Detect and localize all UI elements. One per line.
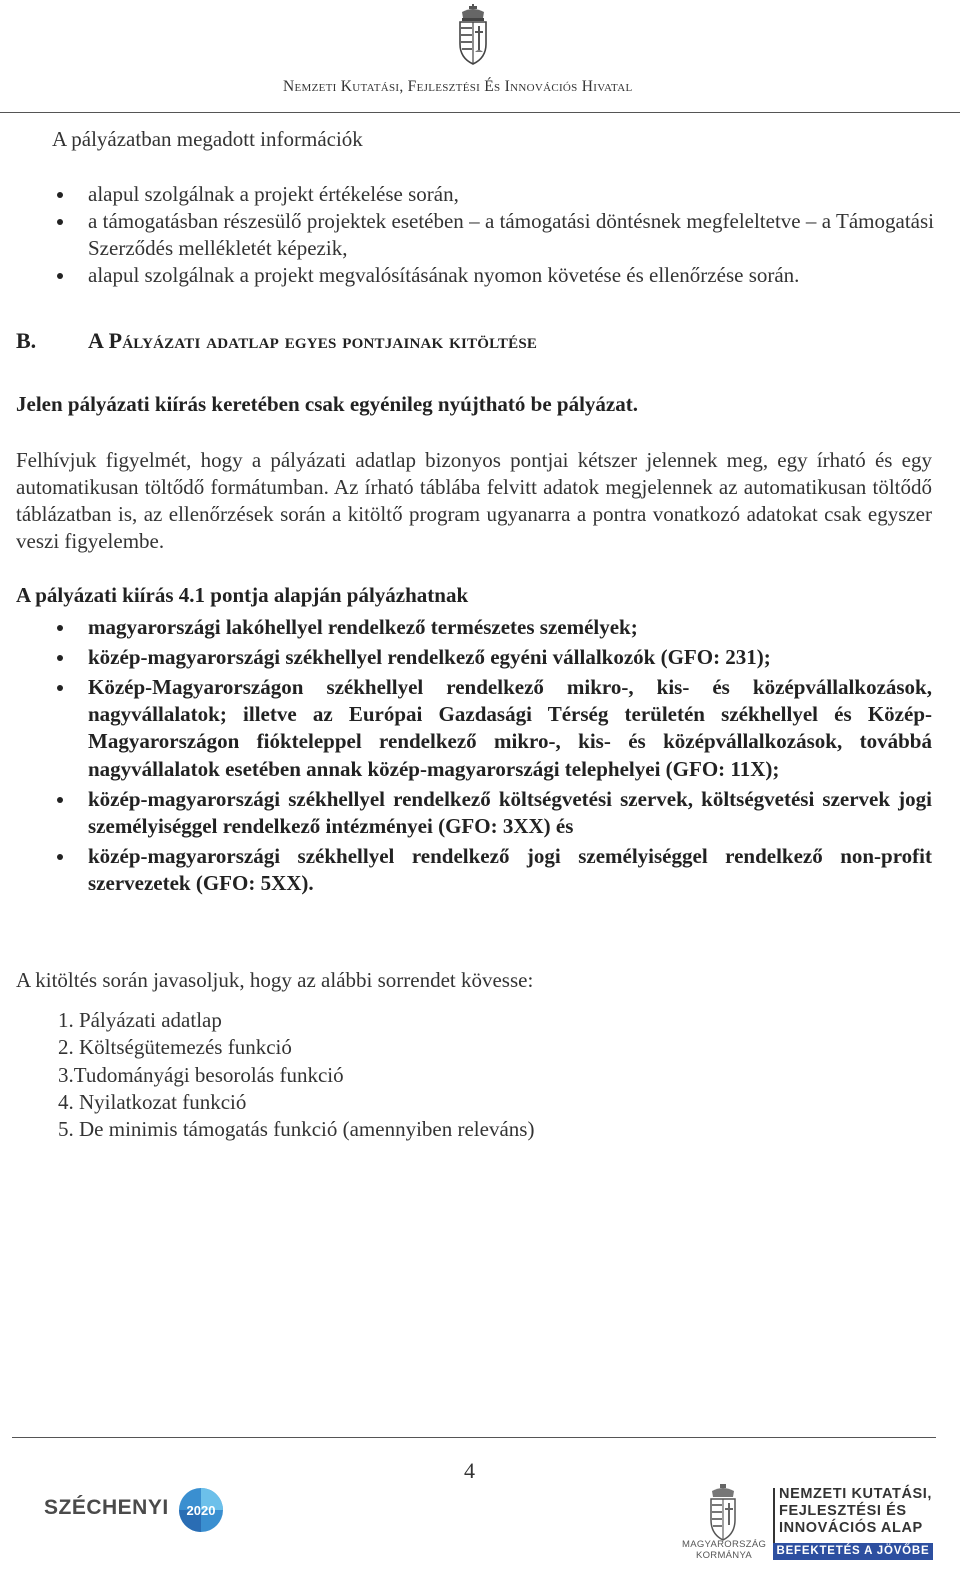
section-title: A Pályázati adatlap egyes pontjainak kitöltése bbox=[88, 328, 538, 353]
list-item: közép-magyarországi székhellyel rendelkező egyéni vállalkozók (GFO: 231); bbox=[54, 644, 932, 671]
list-item: magyarországi lakóhellyel rendelkező természetes személyek; bbox=[54, 614, 932, 641]
list-item: közép-magyarországi székhellyel rendelkező jogi személyiséggel rendelkező non-profit szervezetek (GFO: 5XX). bbox=[54, 843, 932, 898]
program-year: 2020 bbox=[186, 1503, 216, 1518]
individual-note: Jelen pályázati kiírás keretében csak egyénileg nyújtható be pályázat. bbox=[16, 392, 638, 416]
eligible-list bbox=[54, 614, 932, 900]
slogan-banner: BEFEKTETÉS A JÖVŐBE bbox=[773, 1543, 933, 1560]
government-crest-icon bbox=[706, 1484, 740, 1542]
page-number: 4 bbox=[464, 1458, 475, 1483]
gov-line-1: MAGYARORSZÁG bbox=[682, 1539, 767, 1550]
fund-line-3: INNOVÁCIÓS ALAP bbox=[779, 1520, 923, 1536]
gov-line-2: KORMÁNYA bbox=[695, 1550, 753, 1561]
list-item: 3.Tudományági besorolás funkció bbox=[58, 1062, 344, 1087]
list-item: 2. Költségütemezés funkció bbox=[58, 1035, 292, 1060]
nkfi-fund-label bbox=[779, 1486, 932, 1537]
footer-divider bbox=[12, 1437, 936, 1438]
section-letter: B. bbox=[16, 328, 37, 353]
fund-line-1: NEMZETI KUTATÁSI, bbox=[779, 1486, 933, 1502]
szechenyi-2020-logo bbox=[178, 1487, 224, 1533]
list-item: alapul szolgálnak a projekt értékelése során, bbox=[54, 181, 934, 208]
body-paragraph: Felhívjuk figyelmét, hogy a pályázati adatlap bizonyos pontjai kétszer jelennek meg, egy írható és egy automatikusan töltődő formátumban. Az írható táblába felvitt adatok megjelennek az automatikusan töltődő táblázatban is, az ellenőrzések során a kitöltő program ugyanarra a pontra vonatkozó adatokat csak egyszer veszi figyelembe. bbox=[16, 448, 932, 553]
list-item: Közép-Magyarországon székhellyel rendelkező mikro-, kis- és középvállalkozások, nagyvállalatok; illetve az Európai Gazdasági Térség területén székhellyel és Közép-Magyarországon fiókteleppel rendelkező mikro-, kis- és középvállalkozások, továbbá nagyvállalatok esetében annak közép-magyarországi telephelyei (GFO: 11X); bbox=[54, 674, 932, 783]
eligible-heading: A pályázati kiírás 4.1 pontja alapján pályázhatnak bbox=[16, 583, 469, 607]
list-item: 4. Nyilatkozat funkció bbox=[58, 1089, 247, 1114]
step-list bbox=[58, 1007, 534, 1143]
list-item: 1. Pályázati adatlap bbox=[58, 1008, 222, 1032]
coat-of-arms-icon bbox=[456, 4, 490, 66]
list-item: 5. De minimis támogatás funkció (amennyiben releváns) bbox=[58, 1117, 535, 1142]
list-item: a támogatásban részesülő projektek esetében – a támogatási döntésnek megfeleltetve – a Támogatási Szerződés mellékletét képezik, bbox=[54, 208, 934, 262]
info-bullet-list bbox=[54, 181, 934, 289]
fund-line-2: FEJLESZTÉSI ÉS bbox=[779, 1503, 907, 1519]
list-item: közép-magyarországi székhellyel rendelkező költségvetési szervek, költségvetési szervek jogi személyiséggel rendelkező intézményei (GFO: 3XX) és bbox=[54, 786, 932, 841]
szechenyi-logo-text: SZÉCHENYI bbox=[44, 1496, 169, 1519]
government-label bbox=[682, 1539, 766, 1561]
header-divider bbox=[0, 112, 960, 113]
header-organization: Nemzeti Kutatási, Fejlesztési És Innovációs Hivatal bbox=[283, 78, 633, 95]
recommendation-text: A kitöltés során javasoljuk, hogy az alábbi sorrendet kövesse: bbox=[16, 968, 534, 992]
intro-text: A pályázatban megadott információk bbox=[52, 127, 363, 151]
section-heading bbox=[16, 328, 537, 354]
list-item: alapul szolgálnak a projekt megvalósításának nyomon követése és ellenőrzése során. bbox=[54, 262, 934, 289]
